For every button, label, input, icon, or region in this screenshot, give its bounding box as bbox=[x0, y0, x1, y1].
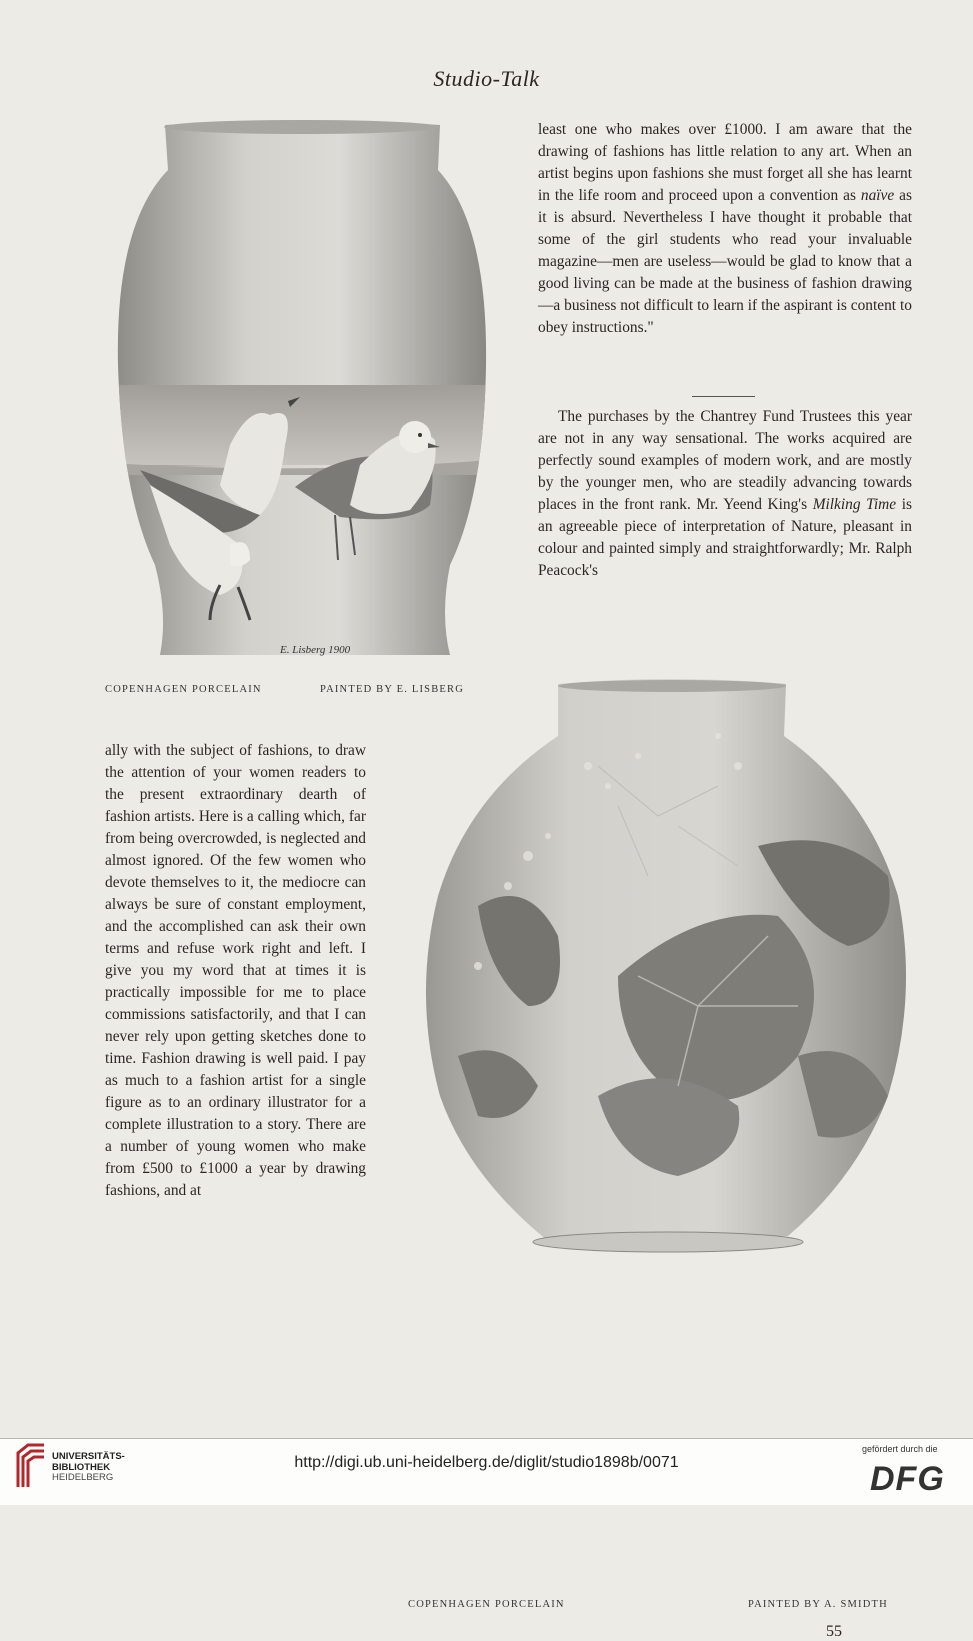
vase-signature: E. Lisberg 1900 bbox=[280, 644, 351, 656]
library-name: UNIVERSITÄTS- BIBLIOTHEK HEIDELBERG bbox=[52, 1451, 125, 1483]
dfg-logo: DFG bbox=[870, 1460, 945, 1498]
figure-1-caption-left: COPENHAGEN PORCELAIN bbox=[105, 684, 262, 695]
running-title: Studio-Talk bbox=[433, 66, 540, 91]
sponsor-label: gefördert durch die bbox=[862, 1444, 938, 1454]
paragraph-3: ally with the subject of fashions, to draw the attention of your women readers to the present extraordinary dearth of fashion artists. Here is a calling which, far from being overcrowded, is neglected and almost ignored. Of the few women who devote themselves to it, the mediocre can always be sure of constant employment, and the accomplished can ask their own terms and refuse work right and left. I give you my word that at times it is practically impossible for me to place commissions satisfactorily, and that I can never rely upon getting sketches done to time. Fashion drawing is well paid. I pay as much to a fashion artist for a single figure as to an ordinary illustrator for a complete illustration to a story. There are a number of young women who make from £500 to £1000 a year by drawing fashions, and at bbox=[105, 742, 366, 1199]
figure-1-caption-right: PAINTED BY E. LISBERG bbox=[320, 684, 465, 695]
text-column-right-mid bbox=[538, 406, 912, 582]
text-column-right-top bbox=[538, 119, 912, 339]
digitization-footer bbox=[0, 1439, 973, 1505]
vase-gulls-image bbox=[110, 115, 490, 670]
figure-2-caption-right: PAINTED BY A. SMIDTH bbox=[748, 1599, 888, 1610]
section-divider bbox=[692, 396, 755, 397]
figure-2-caption-left: COPENHAGEN PORCELAIN bbox=[408, 1599, 565, 1610]
paragraph-1: least one who makes over £1000. I am aware that the drawing of fashions has little relation to any art. When an artist begins upon fashions she must forget all she has learnt in the life room and proceed upon a convention as naïve as it is absurd. Nevertheless I have thought it probable that some of the girl students who read your invaluable magazine—men are useless—would be glad to know that a good living can be made at the business of fashion drawing—a business not difficult to learn if the aspirant is content to obey instructions." bbox=[538, 121, 912, 336]
page-number: 55 bbox=[826, 1623, 842, 1640]
text-column-left bbox=[105, 740, 366, 1202]
paragraph-2: The purchases by the Chantrey Fund Trustees this year are not in any way sensational. The works acquired are perfectly sound examples of modern work, and are mostly by the younger men, who are steadily advancing towards places in the front rank. Mr. Yeend King's Milking Time is an agreeable piece of interpretation of Nature, pleasant in colour and painted simply and straightforwardly; Mr. Ralph Peacock's bbox=[538, 408, 912, 579]
vase-leaves-image bbox=[418, 676, 918, 1266]
source-url-link[interactable]: http://digi.ub.uni-heidelberg.de/diglit/studio1898b/0071 bbox=[294, 1454, 679, 1471]
